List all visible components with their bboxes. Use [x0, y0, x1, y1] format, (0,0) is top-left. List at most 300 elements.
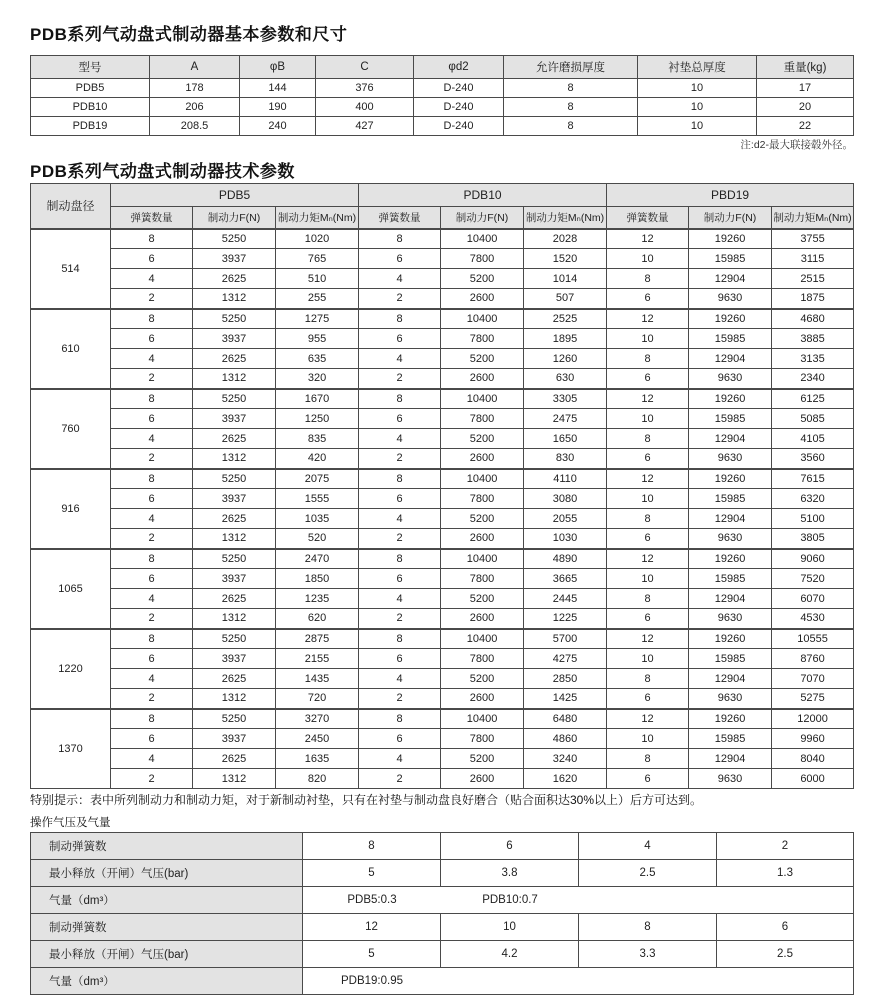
- basic-table-cell: D-240: [414, 117, 504, 136]
- disc-diameter-cell: 1065: [31, 549, 111, 629]
- tech-table-cell: 2625: [193, 509, 276, 529]
- tech-table-cell: 15985: [689, 569, 772, 589]
- tech-table-cell: 8: [607, 269, 689, 289]
- table-row: [31, 549, 854, 569]
- tech-table-cell: 5200: [441, 269, 524, 289]
- tech-table-cell: 5250: [193, 549, 276, 569]
- tech-table-cell: 8: [111, 709, 193, 729]
- pressure-value-cell: 6: [717, 914, 854, 941]
- tech-sub-header-cell: 制动力矩Mₙ(Nm): [524, 207, 607, 229]
- tech-table-cell: 2600: [441, 769, 524, 789]
- tech-table-cell: 10: [607, 409, 689, 429]
- tech-table-cell: 8: [607, 509, 689, 529]
- table-row: [31, 269, 854, 289]
- tech-table-cell: 4: [111, 589, 193, 609]
- special-note: 特别提示：表中所列制动力和制动力矩，对于新制动衬垫，只有在衬垫与制动盘良好磨合（贴合面积达30%以上）后方可达到。: [30, 793, 703, 807]
- tech-table-cell: 2: [111, 689, 193, 709]
- table-row: [31, 569, 854, 589]
- tech-sub-header-cell: 弹簧数量: [359, 207, 441, 229]
- tech-table-cell: 10400: [441, 229, 524, 249]
- tech-table-cell: 1435: [276, 669, 359, 689]
- table-row: [31, 249, 854, 269]
- basic-table-cell: 8: [504, 98, 638, 117]
- tech-table-cell: 1312: [193, 289, 276, 309]
- tech-group-header-row: [31, 184, 854, 207]
- table-row: [31, 941, 854, 968]
- basic-header-cell: C: [316, 56, 414, 79]
- tech-table-cell: 2445: [524, 589, 607, 609]
- basic-header-cell: φB: [240, 56, 316, 79]
- tech-table-cell: 10400: [441, 629, 524, 649]
- tech-table-cell: 6: [359, 249, 441, 269]
- tech-table-cell: 10: [607, 729, 689, 749]
- tech-table-cell: 2340: [772, 369, 854, 389]
- tech-table-cell: 6: [111, 489, 193, 509]
- basic-header-cell: A: [150, 56, 240, 79]
- tech-table-cell: 4680: [772, 309, 854, 329]
- tech-table-cell: 4: [111, 429, 193, 449]
- tech-table-cell: 3937: [193, 649, 276, 669]
- tech-table-cell: 12904: [689, 429, 772, 449]
- tech-table-cell: 1030: [524, 529, 607, 549]
- model-group-header: PDB5: [111, 184, 359, 207]
- tech-sub-header-cell: 弹簧数量: [607, 207, 689, 229]
- tech-table-cell: 5200: [441, 589, 524, 609]
- tech-table-cell: 6: [111, 729, 193, 749]
- table-row: [31, 669, 854, 689]
- tech-table-cell: 6070: [772, 589, 854, 609]
- basic-table-cell: 240: [240, 117, 316, 136]
- tech-table-cell: 4: [359, 349, 441, 369]
- model-group-header: PBD19: [607, 184, 854, 207]
- basic-table-note: 注:d2-最大联接毂外径。: [740, 139, 853, 151]
- table-row: [31, 349, 854, 369]
- table-row: [31, 749, 854, 769]
- basic-table-cell: 178: [150, 79, 240, 98]
- table-row: [31, 729, 854, 749]
- pressure-span-value: PDB10:0.7: [482, 894, 538, 906]
- table-row: [31, 914, 854, 941]
- tech-table-cell: 5275: [772, 689, 854, 709]
- tech-table-cell: 4530: [772, 609, 854, 629]
- tech-table-cell: 4: [359, 589, 441, 609]
- tech-table-cell: 420: [276, 449, 359, 469]
- tech-table-cell: 8: [111, 469, 193, 489]
- tech-table-cell: 2: [111, 289, 193, 309]
- pressure-value-cell: 12: [303, 914, 441, 941]
- tech-table-cell: 1250: [276, 409, 359, 429]
- tech-table-cell: 5200: [441, 749, 524, 769]
- tech-table-cell: 8: [111, 389, 193, 409]
- tech-table-cell: 9630: [689, 529, 772, 549]
- tech-table-cell: 5250: [193, 469, 276, 489]
- tech-table-cell: 6: [607, 449, 689, 469]
- tech-table-cell: 10: [607, 489, 689, 509]
- tech-table-cell: 8: [111, 309, 193, 329]
- tech-table-cell: 1312: [193, 449, 276, 469]
- tech-table-cell: 955: [276, 329, 359, 349]
- tech-table-cell: 8: [607, 429, 689, 449]
- tech-table-cell: 1312: [193, 529, 276, 549]
- tech-table-cell: 5700: [524, 629, 607, 649]
- tech-table-cell: 6: [111, 649, 193, 669]
- tech-sub-header-cell: 制动力矩Mₙ(Nm): [276, 207, 359, 229]
- tech-table-cell: 9960: [772, 729, 854, 749]
- tech-table-cell: 3885: [772, 329, 854, 349]
- tech-table-cell: 2475: [524, 409, 607, 429]
- pressure-value-cell: 1.3: [717, 860, 854, 887]
- table-row: [31, 79, 854, 98]
- tech-table-cell: 12904: [689, 269, 772, 289]
- tech-table-cell: 6: [359, 329, 441, 349]
- tech-table-cell: 10400: [441, 469, 524, 489]
- tech-table-cell: 3755: [772, 229, 854, 249]
- tech-table-cell: 6: [359, 649, 441, 669]
- tech-table-cell: 1225: [524, 609, 607, 629]
- tech-table-cell: 4: [111, 749, 193, 769]
- tech-table-cell: 630: [524, 369, 607, 389]
- tech-table-cell: 2600: [441, 449, 524, 469]
- tech-table-cell: 2600: [441, 369, 524, 389]
- tech-table-cell: 15985: [689, 729, 772, 749]
- tech-table-cell: 1895: [524, 329, 607, 349]
- tech-table-cell: 8: [359, 389, 441, 409]
- tech-table-cell: 6: [359, 729, 441, 749]
- tech-table-cell: 12: [607, 629, 689, 649]
- tech-table-cell: 19260: [689, 229, 772, 249]
- tech-table-cell: 8: [607, 669, 689, 689]
- tech-table-cell: 1312: [193, 689, 276, 709]
- tech-table-cell: 7800: [441, 569, 524, 589]
- tech-table-cell: 15985: [689, 329, 772, 349]
- tech-table-cell: 1425: [524, 689, 607, 709]
- tech-table-cell: 2: [359, 289, 441, 309]
- tech-table-cell: 2: [359, 769, 441, 789]
- tech-table-cell: 15985: [689, 489, 772, 509]
- tech-table-cell: 6: [359, 489, 441, 509]
- basic-table-cell: PDB5: [31, 79, 150, 98]
- tech-table-cell: 2: [359, 449, 441, 469]
- tech-table-cell: 5250: [193, 709, 276, 729]
- basic-table-cell: 20: [757, 98, 854, 117]
- basic-table-cell: 208.5: [150, 117, 240, 136]
- tech-params-table: [30, 183, 854, 789]
- pressure-span-cell: [303, 887, 854, 914]
- pressure-row-label: 气量（dm³）: [31, 968, 303, 995]
- tech-table-cell: 9630: [689, 289, 772, 309]
- tech-table-cell: 6: [607, 689, 689, 709]
- tech-table-cell: 7800: [441, 249, 524, 269]
- tech-table-cell: 3937: [193, 409, 276, 429]
- tech-table-cell: 7800: [441, 329, 524, 349]
- table-row: [31, 709, 854, 729]
- basic-table-cell: 376: [316, 79, 414, 98]
- tech-table-cell: 10: [607, 329, 689, 349]
- tech-table-cell: 3937: [193, 729, 276, 749]
- tech-table-cell: 6: [607, 769, 689, 789]
- tech-table-cell: 4: [111, 669, 193, 689]
- tech-table-cell: 5200: [441, 669, 524, 689]
- tech-table-cell: 8: [359, 229, 441, 249]
- tech-table-cell: 2: [359, 529, 441, 549]
- pressure-value-cell: 5: [303, 941, 441, 968]
- pressure-table: [30, 832, 854, 995]
- tech-table-cell: 2055: [524, 509, 607, 529]
- table-row: [31, 529, 854, 549]
- tech-table-cell: 5250: [193, 309, 276, 329]
- table-row: [31, 769, 854, 789]
- tech-table-cell: 507: [524, 289, 607, 309]
- pressure-value-cell: 2.5: [579, 860, 717, 887]
- tech-table-cell: 6000: [772, 769, 854, 789]
- table-row: [31, 309, 854, 329]
- tech-table-cell: 2075: [276, 469, 359, 489]
- tech-table-cell: 2625: [193, 589, 276, 609]
- tech-table-cell: 9630: [689, 369, 772, 389]
- tech-table-cell: 2625: [193, 429, 276, 449]
- disc-diameter-cell: 514: [31, 229, 111, 309]
- tech-table-cell: 19260: [689, 389, 772, 409]
- tech-table-cell: 6: [359, 569, 441, 589]
- tech-table-cell: 12904: [689, 349, 772, 369]
- basic-section-title: PDB系列气动盘式制动器基本参数和尺寸: [30, 25, 348, 44]
- tech-table-cell: 12904: [689, 749, 772, 769]
- tech-table-cell: 4: [359, 749, 441, 769]
- tech-table-cell: 9630: [689, 449, 772, 469]
- tech-table-cell: 1670: [276, 389, 359, 409]
- basic-table-cell: D-240: [414, 98, 504, 117]
- tech-table-cell: 2: [111, 769, 193, 789]
- tech-table-cell: 5250: [193, 629, 276, 649]
- tech-table-cell: 10400: [441, 309, 524, 329]
- basic-table-cell: 22: [757, 117, 854, 136]
- basic-header-row: [31, 56, 854, 79]
- tech-table-cell: 2875: [276, 629, 359, 649]
- tech-table-cell: 2: [359, 369, 441, 389]
- tech-table-cell: 5085: [772, 409, 854, 429]
- pressure-value-cell: 2.5: [717, 941, 854, 968]
- tech-table-cell: 3080: [524, 489, 607, 509]
- tech-table-cell: 5200: [441, 429, 524, 449]
- pressure-value-cell: 3.8: [441, 860, 579, 887]
- disc-diameter-cell: 916: [31, 469, 111, 549]
- tech-table-cell: 2600: [441, 289, 524, 309]
- tech-table-cell: 9630: [689, 689, 772, 709]
- tech-table-cell: 2625: [193, 269, 276, 289]
- tech-table-cell: 3305: [524, 389, 607, 409]
- disc-diameter-header: 制动盘径: [31, 184, 111, 229]
- table-row: [31, 289, 854, 309]
- tech-table-cell: 6480: [524, 709, 607, 729]
- tech-table-cell: 1020: [276, 229, 359, 249]
- tech-sub-header-cell: 制动力F(N): [689, 207, 772, 229]
- tech-table-cell: 4: [359, 269, 441, 289]
- tech-table-cell: 1312: [193, 769, 276, 789]
- tech-table-cell: 8040: [772, 749, 854, 769]
- table-row: [31, 389, 854, 409]
- tech-table-cell: 9630: [689, 609, 772, 629]
- model-group-header: PDB10: [359, 184, 607, 207]
- tech-table-cell: 2: [111, 449, 193, 469]
- tech-table-cell: 5200: [441, 349, 524, 369]
- pressure-value-cell: 3.3: [579, 941, 717, 968]
- table-row: [31, 649, 854, 669]
- tech-sub-header-cell: 弹簧数量: [111, 207, 193, 229]
- basic-table-cell: 144: [240, 79, 316, 98]
- tech-table-cell: 4: [111, 269, 193, 289]
- tech-sub-header-cell: 制动力F(N): [193, 207, 276, 229]
- tech-table-cell: 19260: [689, 309, 772, 329]
- tech-table-cell: 2515: [772, 269, 854, 289]
- tech-table-cell: 1850: [276, 569, 359, 589]
- tech-table-cell: 3937: [193, 249, 276, 269]
- tech-table-cell: 10: [607, 649, 689, 669]
- tech-table-cell: 6320: [772, 489, 854, 509]
- tech-table-cell: 15985: [689, 649, 772, 669]
- tech-table-cell: 3135: [772, 349, 854, 369]
- tech-table-cell: 1014: [524, 269, 607, 289]
- tech-table-cell: 7800: [441, 409, 524, 429]
- basic-table-cell: 190: [240, 98, 316, 117]
- tech-table-cell: 8: [359, 309, 441, 329]
- tech-table-cell: 6125: [772, 389, 854, 409]
- tech-table-cell: 5100: [772, 509, 854, 529]
- tech-table-cell: 830: [524, 449, 607, 469]
- table-row: [31, 98, 854, 117]
- basic-table-cell: D-240: [414, 79, 504, 98]
- pressure-value-cell: 8: [579, 914, 717, 941]
- tech-table-cell: 1260: [524, 349, 607, 369]
- tech-table-cell: 5200: [441, 509, 524, 529]
- tech-table-cell: 8: [111, 229, 193, 249]
- tech-table-cell: 4: [359, 669, 441, 689]
- tech-table-cell: 635: [276, 349, 359, 369]
- basic-header-cell: φd2: [414, 56, 504, 79]
- basic-header-cell: 型号: [31, 56, 150, 79]
- basic-table-cell: 206: [150, 98, 240, 117]
- table-row: [31, 117, 854, 136]
- table-row: [31, 860, 854, 887]
- tech-table-cell: 4110: [524, 469, 607, 489]
- tech-table-cell: 7070: [772, 669, 854, 689]
- tech-table-cell: 2600: [441, 529, 524, 549]
- tech-table-cell: 8: [111, 629, 193, 649]
- basic-header-cell: 衬垫总厚度: [638, 56, 757, 79]
- tech-sub-header-cell: 制动力矩Mₙ(Nm): [772, 207, 854, 229]
- basic-header-cell: 重量(kg): [757, 56, 854, 79]
- table-row: [31, 833, 854, 860]
- tech-table-cell: 10400: [441, 389, 524, 409]
- tech-table-cell: 3115: [772, 249, 854, 269]
- pressure-value-cell: 6: [441, 833, 579, 860]
- tech-table-cell: 1035: [276, 509, 359, 529]
- basic-table-cell: 10: [638, 117, 757, 136]
- tech-table-cell: 2470: [276, 549, 359, 569]
- tech-table-cell: 7520: [772, 569, 854, 589]
- tech-table-cell: 8: [607, 749, 689, 769]
- tech-table-cell: 6: [607, 609, 689, 629]
- basic-table-cell: 427: [316, 117, 414, 136]
- tech-table-cell: 9060: [772, 549, 854, 569]
- tech-table-cell: 1235: [276, 589, 359, 609]
- tech-table-cell: 255: [276, 289, 359, 309]
- tech-sub-header-cell: 制动力F(N): [441, 207, 524, 229]
- tech-table-cell: 5250: [193, 389, 276, 409]
- tech-table-cell: 8: [607, 589, 689, 609]
- tech-table-cell: 3560: [772, 449, 854, 469]
- tech-table-cell: 8: [607, 349, 689, 369]
- basic-params-table: [30, 55, 854, 136]
- table-row: [31, 489, 854, 509]
- pressure-value-cell: 4: [579, 833, 717, 860]
- pressure-section-title: 操作气压及气量: [30, 817, 111, 829]
- pressure-span-value: PDB5:0.3: [347, 894, 397, 906]
- tech-table-cell: 6: [111, 569, 193, 589]
- tech-table-cell: 6: [111, 249, 193, 269]
- tech-table-cell: 820: [276, 769, 359, 789]
- basic-table-cell: 17: [757, 79, 854, 98]
- pressure-row-label: 制动弹簧数: [31, 914, 303, 941]
- tech-table-cell: 4860: [524, 729, 607, 749]
- tech-table-cell: 520: [276, 529, 359, 549]
- tech-table-cell: 10400: [441, 709, 524, 729]
- pressure-value-cell: 4.2: [441, 941, 579, 968]
- tech-table-cell: 12904: [689, 589, 772, 609]
- tech-table-cell: 12: [607, 709, 689, 729]
- pressure-span-value: PDB19:0.95: [340, 975, 403, 987]
- tech-table-cell: 4: [111, 349, 193, 369]
- table-row: [31, 449, 854, 469]
- pressure-row-label: 气量（dm³）: [31, 887, 303, 914]
- tech-table-cell: 2525: [524, 309, 607, 329]
- tech-table-cell: 3270: [276, 709, 359, 729]
- tech-table-cell: 720: [276, 689, 359, 709]
- tech-table-cell: 3937: [193, 489, 276, 509]
- tech-table-cell: 1312: [193, 609, 276, 629]
- tech-table-cell: 1620: [524, 769, 607, 789]
- pressure-row-label: 最小释放（开闸）气压(bar): [31, 860, 303, 887]
- tech-table-cell: 4890: [524, 549, 607, 569]
- basic-table-cell: 10: [638, 79, 757, 98]
- tech-table-cell: 6: [607, 369, 689, 389]
- tech-table-cell: 765: [276, 249, 359, 269]
- basic-table-cell: 10: [638, 98, 757, 117]
- pressure-row-label: 最小释放（开闸）气压(bar): [31, 941, 303, 968]
- disc-diameter-cell: 760: [31, 389, 111, 469]
- tech-table-cell: 6: [607, 529, 689, 549]
- tech-table-cell: 2: [111, 529, 193, 549]
- tech-table-cell: 10400: [441, 549, 524, 569]
- tech-table-cell: 12: [607, 549, 689, 569]
- tech-table-cell: 6: [359, 409, 441, 429]
- pressure-value-cell: 2: [717, 833, 854, 860]
- tech-table-cell: 1650: [524, 429, 607, 449]
- pressure-value-cell: 8: [303, 833, 441, 860]
- table-row: [31, 469, 854, 489]
- tech-table-cell: 1635: [276, 749, 359, 769]
- tech-table-cell: 2: [359, 609, 441, 629]
- tech-table-cell: 2028: [524, 229, 607, 249]
- tech-table-cell: 2: [111, 369, 193, 389]
- disc-diameter-cell: 610: [31, 309, 111, 389]
- tech-table-cell: 3937: [193, 329, 276, 349]
- tech-table-cell: 3665: [524, 569, 607, 589]
- table-row: [31, 229, 854, 249]
- table-row: [31, 589, 854, 609]
- pressure-row-label: 制动弹簧数: [31, 833, 303, 860]
- tech-table-cell: 2625: [193, 349, 276, 369]
- tech-table-cell: 620: [276, 609, 359, 629]
